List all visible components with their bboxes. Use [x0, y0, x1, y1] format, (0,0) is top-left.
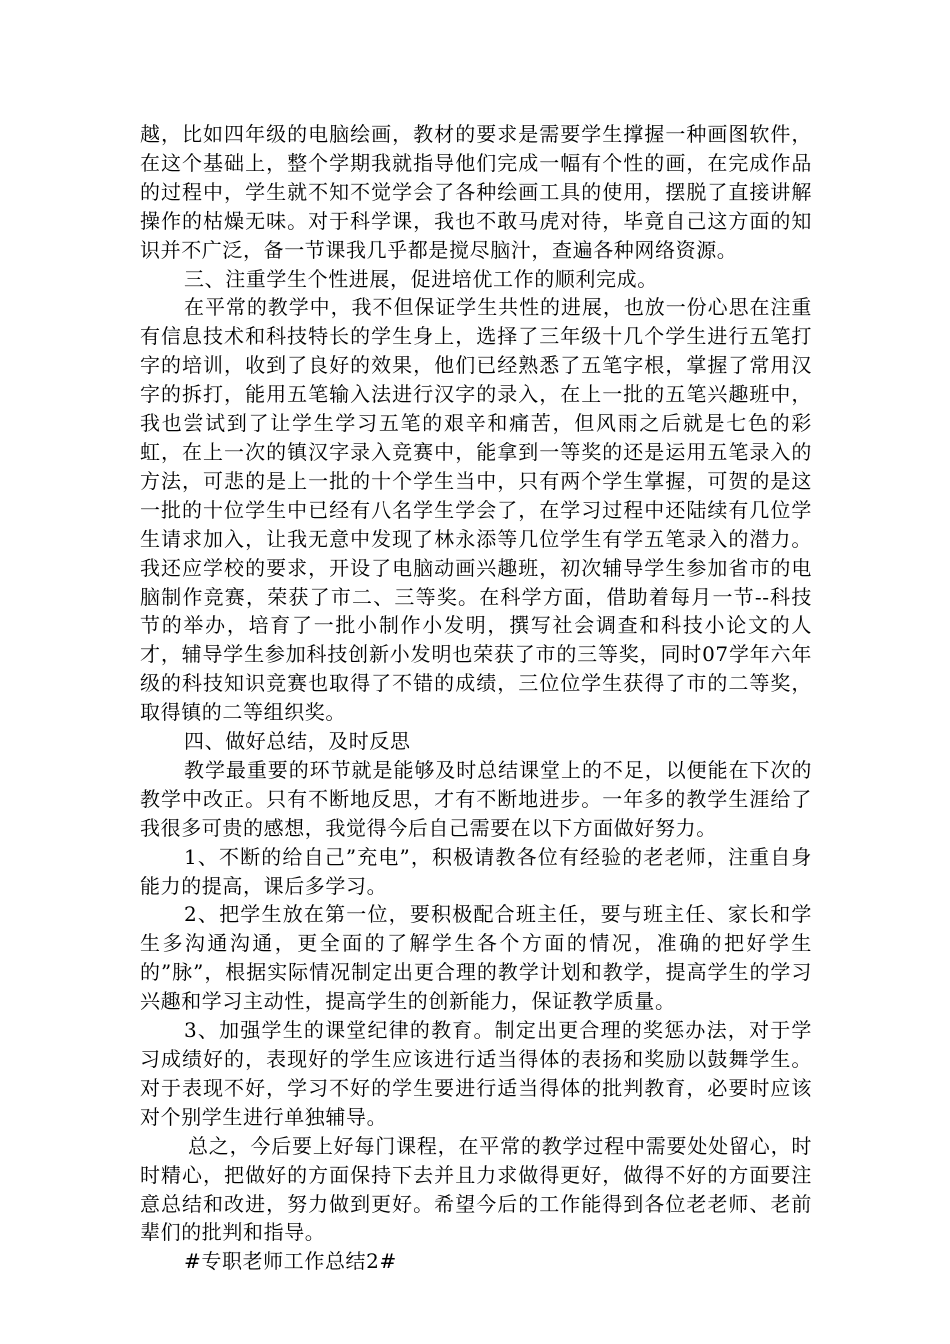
list-item-2: 2、把学生放在第一位，要积极配合班主任，要与班主任、家长和学生多沟通沟通，更全面的了解学生各个方面的情况，准确的把好学生的”脉”，根据实际情况制定出更合理的教学计划和教学，提高学生的学习兴趣和学习主动性，提高学生的创新能力，保证教学质量。 — [140, 902, 812, 1014]
paragraph-section-3: 在平常的教学中，我不但保证学生共性的进展，也放一份心思在注重有信息技术和科技特长的学生身上，选择了三年级十几个学生进行五笔打字的培训，收到了良好的效果，他们已经熟悉了五笔字根，掌握了常用汉字的拆打，能用五笔输入法进行汉字的录入，在上一批的五笔兴趣班中，我也尝试到了让学生学习五笔的艰辛和痛苦，但风雨之后就是七色的彩虹，在上一次的镇汉字录入竞赛中，能拿到一等奖的还是运用五笔录入的方法，可悲的是上一批的十个学生当中，只有两个学生掌握，可贺的是这一批的十位学生中已经有八名学生学会了，在学习过程中还陆续有几位学生请求加入，让我无意中发现了林永添等几位学生有学五笔录入的潜力。我还应学校的要求，开设了电脑动画兴趣班，初次辅导学生参加省市的电脑制作竞赛，荣获了市二、三等奖。在科学方面，借助着每月一节--科技节的举办，培育了一批小制作小发明，撰写社会调查和科技小论文的人才，辅导学生参加科技创新小发明也荣获了市的三等奖，同时07学年六年级的科技知识竞赛也取得了不错的成绩，三位位学生获得了市的二等奖，取得镇的二等组织奖。 — [140, 295, 812, 725]
paragraph-conclusion: 总之，今后要上好每门课程，在平常的教学过程中需要处处留心，时时精心，把做好的方面保持下去并且力求做得更好，做得不好的方面要注意总结和改进，努力做到更好。希望今后的工作能得到各位老老师、老前辈们的批判和指导。 — [140, 1133, 812, 1245]
section-heading-4: 四、做好总结，及时反思 — [184, 729, 411, 754]
next-section-heading: #专职老师工作总结2# — [184, 1249, 397, 1274]
list-item-3: 3、加强学生的课堂纪律的教育。制定出更合理的奖惩办法，对于学习成绩好的，表现好的学生应该进行适当得体的表扬和奖励以鼓舞学生。对于表现不好，学习不好的学生要进行适当得体的批判教育，必要时应该对个别学生进行单独辅导。 — [140, 1018, 812, 1129]
list-item-1: 1、不断的给自己”充电”，积极请教各位有经验的老老师，注重自身能力的提高，课后多学习。 — [140, 844, 812, 898]
paragraph-intro-continuation: 越，比如四年级的电脑绘画，教材的要求是需要学生撑握一种画图软件，在这个基础上，整个学期我就指导他们完成一幅有个性的画，在完成作品的过程中，学生就不知不觉学会了各种绘画工具的使用，摆脱了直接讲解操作的枯燥无味。对于科学课，我也不敢马虎对待，毕竟自己这方面的知识并不广泛，备一节课我几乎都是搅尽脑汁，查遍各种网络资源。 — [140, 122, 812, 262]
section-heading-3: 三、注重学生个性进展，促进培优工作的顺利完成。 — [184, 266, 658, 291]
document-body — [140, 120, 812, 1276]
paragraph-section-4: 教学最重要的环节就是能够及时总结课堂上的不足，以便能在下次的教学中改正。只有不断地反思，才有不断地进步。一年多的教学生涯给了我很多可贵的感想，我觉得今后自己需要在以下方面做好努力。 — [140, 757, 812, 840]
